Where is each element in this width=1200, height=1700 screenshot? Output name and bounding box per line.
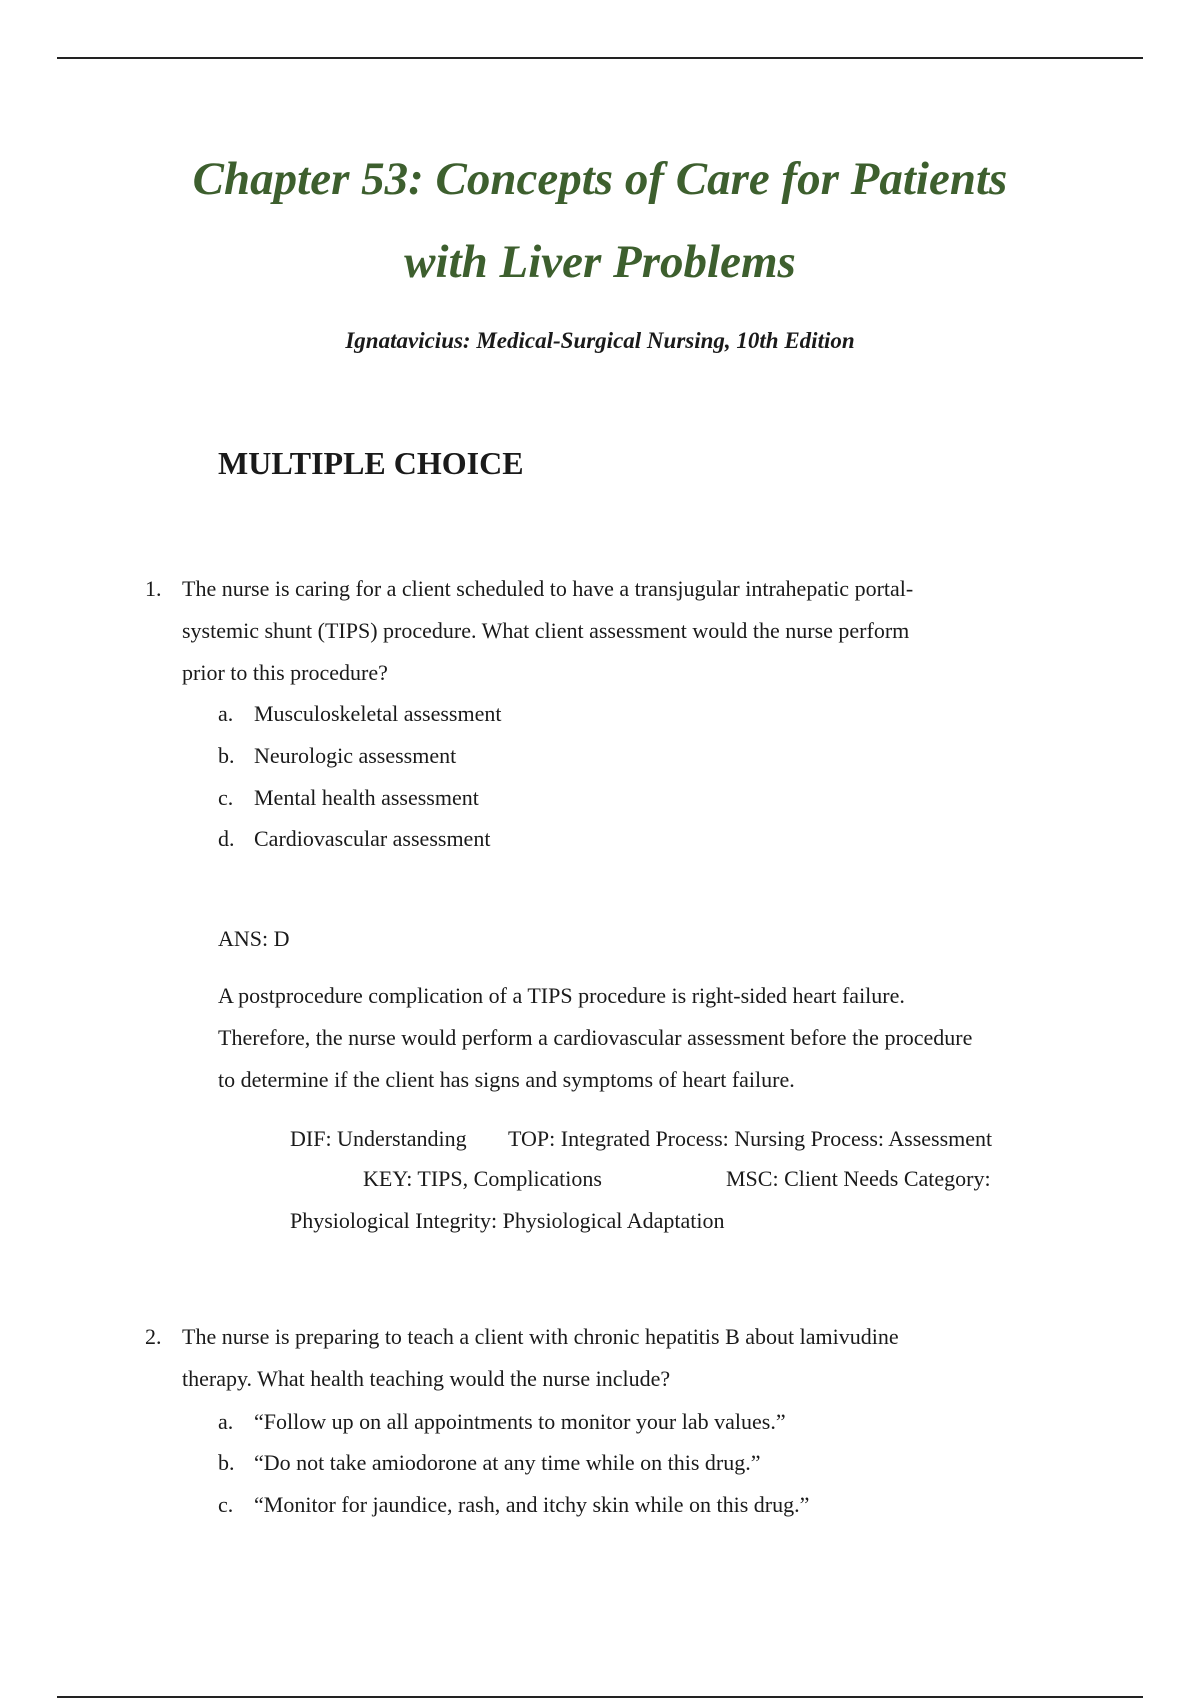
question-1-stem-line: The nurse is caring for a client scheduled to have a transjugular intrahepatic portal-: [182, 576, 914, 601]
top-rule: [57, 57, 1143, 59]
option-letter: a.: [218, 1409, 234, 1434]
question-1-option-b: [218, 735, 456, 777]
option-text: Musculoskeletal assessment: [254, 701, 502, 726]
question-1-dif: DIF: Understanding: [290, 1126, 467, 1151]
option-text: Cardiovascular assessment: [254, 826, 491, 851]
option-text: Mental health assessment: [254, 785, 479, 810]
option-letter: b.: [218, 743, 235, 768]
chapter-title: [0, 138, 1200, 304]
question-1-option-c: [218, 777, 479, 819]
rationale-line: to determine if the client has signs and symptoms of heart failure.: [218, 1067, 795, 1092]
option-text: “Monitor for jaundice, rash, and itchy skin while on this drug.”: [254, 1492, 810, 1517]
chapter-title-line-1: Chapter 53: Concepts of Care for Patients: [192, 153, 1008, 205]
option-text: “Follow up on all appointments to monitor your lab values.”: [254, 1409, 786, 1434]
rationale-line: Therefore, the nurse would perform a cardiovascular assessment before the procedure: [218, 1025, 973, 1050]
question-2-option-c: [218, 1484, 809, 1526]
option-letter: a.: [218, 701, 234, 726]
question-1-answer: ANS: D: [218, 926, 290, 951]
question-2-stem-line: therapy. What health teaching would the nurse include?: [182, 1366, 671, 1391]
question-1-top: TOP: Integrated Process: Nursing Process: Assessment: [508, 1126, 993, 1151]
question-2-option-b: [218, 1442, 760, 1484]
option-text: Neurologic assessment: [254, 743, 457, 768]
question-1-option-d: [218, 818, 490, 860]
question-1-msc-continued: Physiological Integrity: Physiological Adaptation: [290, 1208, 725, 1233]
chapter-title-line-2: with Liver Problems: [404, 236, 796, 288]
option-letter: c.: [218, 1492, 234, 1517]
option-letter: d.: [218, 826, 235, 851]
question-1-option-a: [218, 693, 501, 735]
question-1-number: 1.: [145, 576, 162, 601]
bottom-rule: [57, 1696, 1143, 1698]
question-2-stem-line: The nurse is preparing to teach a client with chronic hepatitis B about lamivudine: [182, 1324, 899, 1349]
question-1-stem: [182, 568, 913, 694]
question-2-option-a: [218, 1401, 786, 1443]
section-heading: MULTIPLE CHOICE: [218, 445, 524, 481]
question-1-stem-line: prior to this procedure?: [182, 660, 388, 685]
rationale-line: A postprocedure complication of a TIPS procedure is right-sided heart failure.: [218, 983, 905, 1008]
question-1-rationale: [218, 975, 972, 1101]
option-text: “Do not take amiodorone at any time while on this drug.”: [254, 1450, 761, 1475]
question-2-stem: [182, 1316, 899, 1400]
question-1-msc: MSC: Client Needs Category:: [726, 1166, 991, 1191]
question-2-number: 2.: [145, 1324, 162, 1349]
option-letter: b.: [218, 1450, 235, 1475]
option-letter: c.: [218, 785, 234, 810]
book-subtitle: Ignatavicius: Medical-Surgical Nursing, 10th Edition: [345, 328, 855, 353]
question-1-stem-line: systemic shunt (TIPS) procedure. What client assessment would the nurse perform: [182, 618, 910, 643]
question-1-key: KEY: TIPS, Complications: [363, 1166, 602, 1191]
